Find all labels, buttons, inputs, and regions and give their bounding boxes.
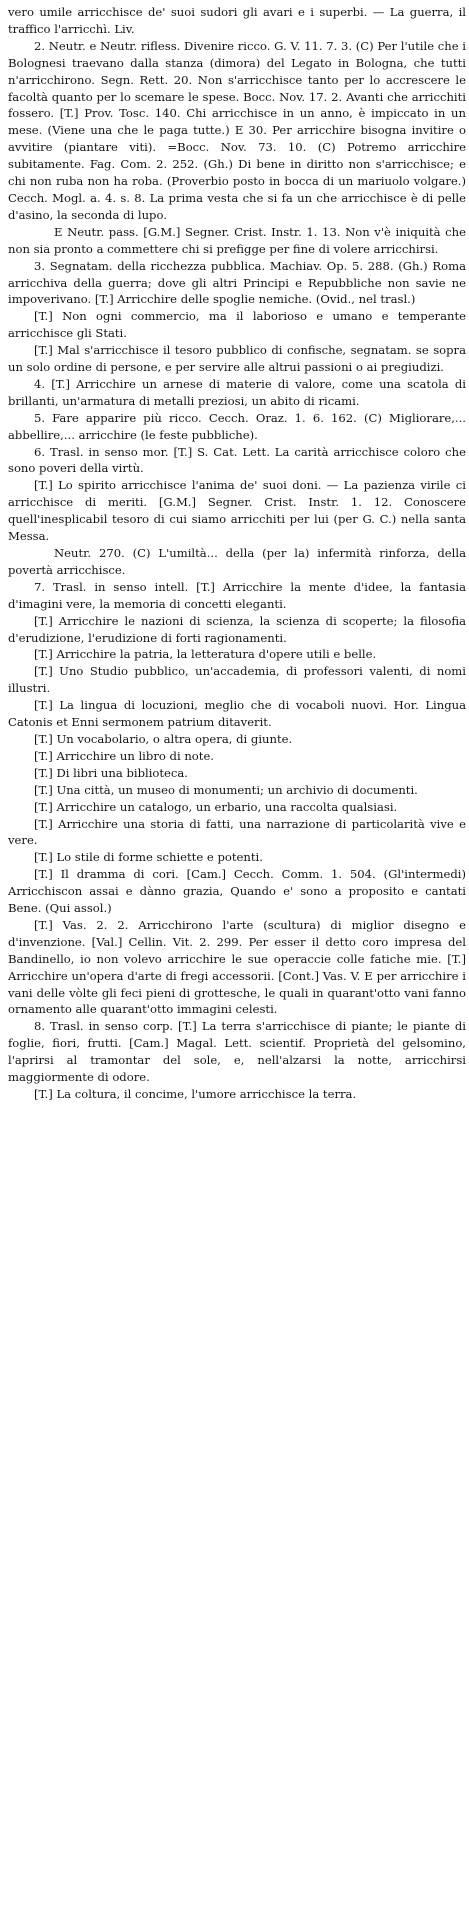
paragraph: E Neutr. pass. [G.M.] Segner. Crist. Instr. 1. 13. Non v'è iniquità che non sia pronto a commettere chi si prefigge per fine di volere arricchirsi. — [8, 224, 466, 256]
paragraph: [T.] Il dramma di cori. [Cam.] Cecch. Comm. 1. 504. (Gl'intermedi) Arricchiscon assai e dànno grazia, Quando e' sono a proposito e cantati Bene. (Qui assol.) — [8, 867, 466, 916]
paragraph: [T.] Lo spirito arricchisce l'anima de' suoi doni. — La pazienza virile ci arricchisce di meriti. [G.M.] Segner. Crist. Instr. 1. 12. Conoscere quell'inesplicabil tesoro di cui siamo arricchiti per lui (per G. C.) nella santa Messa. — [8, 478, 466, 544]
paragraph: [T.] Arricchire una storia di fatti, una narrazione di particolarità vive e vere. — [8, 816, 466, 848]
paragraph: 4. [T.] Arricchire un arnese di materie di valore, come una scatola di brillanti, un'armatura di metalli preziosi, un abito di ricami. — [8, 376, 466, 408]
paragraph: [T.] Uno Studio pubblico, un'accademia, di professori valenti, di nomi illustri. — [8, 664, 466, 696]
paragraph: [T.] Lo stile di forme schiette e potenti. — [34, 850, 263, 865]
paragraph: 8. Trasl. in senso corp. [T.] La terra s'arricchisce di piante; le piante di foglie, fiori, frutti. [Cam.] Magal. Lett. scientif. Proprietà del gelsomino, l'aprirsi al tramontar del sole, e, nell'alzarsi la notte, arricchirsi maggiormente di odore. — [8, 1019, 466, 1085]
paragraph: [T.] Vas. 2. 2. Arricchirono l'arte (scultura) di miglior disegno e d'invenzione. [Val.] Cellin. Vit. 2. 299. Per esser il detto coro impresa del Bandinello, io non volevo arricchire le sue operaccie colle fatiche mie. [T.] Arricchire un'opera d'arte di fregi accessorii. [Cont.] Vas. V. E per arricchire i vani delle vòlte gli feci pieni di grottesche, le quali in quarant'otto vani fanno ornamento alle quarant'otto immagini celesti. — [8, 917, 466, 1017]
paragraph: [T.] Una città, un museo di monumenti; un archivio di documenti. — [34, 782, 418, 797]
paragraph: [T.] La coltura, il concime, l'umore arricchisce la terra. — [34, 1087, 357, 1101]
paragraph: 6. Trasl. in senso mor. [T.] S. Cat. Lett. La carità arricchisce coloro che sono poveri della virtù. — [8, 444, 466, 476]
paragraph: [T.] La lingua di locuzioni, meglio che di vocaboli nuovi. Hor. Lingua Catonis et Enni sermonem patrium ditaverit. — [8, 698, 466, 730]
paragraph: [T.] Mal s'arricchisce il tesoro pubblico di confische, segnatam. se sopra un solo ordine di persone, e per servire alle altrui passioni o ai pregiudizi. — [8, 343, 466, 375]
paragraph: [T.] Non ogni commercio, ma il laborioso e umano e temperante arricchisce gli Stati. — [8, 309, 466, 341]
paragraph: 3. Segnatam. della ricchezza pubblica. Machiav. Op. 5. 288. (Gh.) Roma arricchiva della guerra; dove gli altri Principi e Repubbliche non savie ne impoverivano. [T.] Arricchire delle spoglie nemiche. (Ovid., nel trasl.) — [8, 258, 466, 307]
paragraph: 5. Fare apparire più ricco. Cecch. Oraz. 1. 6. 162. (C) Migliorare,... abbellire,... arricchire (le feste pubbliche). — [8, 410, 466, 442]
paragraph: 2. Neutr. e Neutr. rifless. Divenire ricco. G. V. 11. 7. 3. (C) Per l'utile che i Bolognesi traevano dalla stanza (dimora) del Legato in Bologna, che tutti n'arricchirono. Segn. Rett. 20. Non s'arricchisce tanto per lo accrescere le facoltà quanto per lo scemare le spese. Bocc. Nov. 17. 2. Avanti che arricchiti fossero. [T.] Prov. Tosc. 140. Chi arricchisce in un anno, è impiccato in un mese. (Viene una che le paga tutte.) E 30. Per arricchire bisogna invitire o avvitire (piantare viti). =Bocc. Nov. 73. 10. (C) Potremo arricchire subitamente. Fag. Com. 2. 252. (Gh.) Di bene in diritto non s'arricchisce; e chi non ruba non ha roba. (Proverbio posto in bocca di un mariuolo volgare.) Cecch. Mogl. a. 4. s. 8. La prima vesta che si fa un che arricchisce è di pelle d'asino, la seconda di lupo. — [8, 38, 466, 222]
paragraph: [T.] Di libri una biblioteca. — [34, 765, 188, 780]
paragraph: [T.] Arricchire un catalogo, un erbario, una raccolta qualsiasi. — [34, 799, 398, 814]
paragraph: vero umile arricchisce de' suoi sudori gli avari e i superbi. — La guerra, il traffico l'arricchì. Liv. — [8, 5, 466, 36]
paragraph: [T.] Arricchire le nazioni di scienza, la scienza di scoperte; la filosofia d'erudizione, l'erudizione di forti ragionamenti. — [8, 613, 466, 645]
paragraph: [T.] Arricchire la patria, la letteratura d'opere utili e belle. — [34, 647, 377, 662]
paragraph: 7. Trasl. in senso intell. [T.] Arricchire la mente d'idee, la fantasia d'imagini vere, la memoria di concetti eleganti. — [8, 579, 466, 611]
paragraph: [T.] Un vocabolario, o altra opera, di giunte. — [34, 731, 293, 746]
paragraph: Neutr. 270. (C) L'umiltà... della (per la) infermità rinforza, della povertà arricchisce. — [8, 546, 466, 577]
paragraph: [T.] Arricchire un libro di note. — [34, 748, 214, 763]
